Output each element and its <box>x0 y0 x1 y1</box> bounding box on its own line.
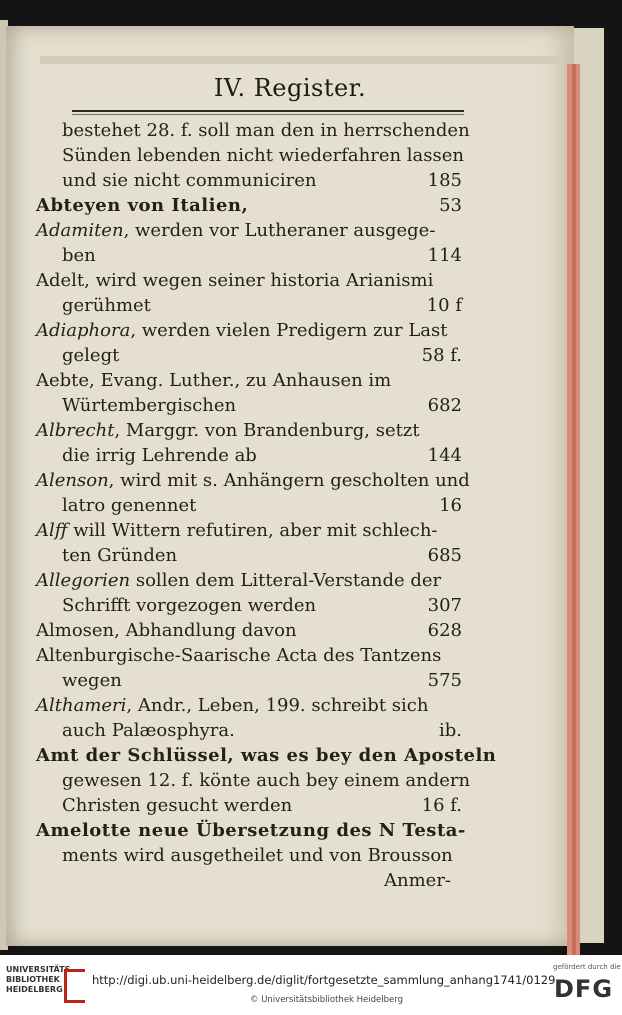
book-page <box>6 26 574 946</box>
entry-line: Amelotte neue Übersetzung des N Testa- <box>36 820 466 841</box>
entry-line: Aebte, Evang. Luther., zu Anhausen im <box>36 370 392 391</box>
source-url-link[interactable]: http://digi.ub.uni-heidelberg.de/diglit/fortgesetzte_sammlung_anhang1741/0129 <box>92 973 556 987</box>
page-reference: 682 <box>427 395 462 416</box>
page-reference: 58 f. <box>421 345 462 366</box>
register-text <box>6 26 574 946</box>
page-reference: 685 <box>427 545 462 566</box>
page-reference: 185 <box>427 170 462 191</box>
text-line: latro genennet <box>62 495 197 516</box>
text-line: ments wird ausgetheilet und von Brousson <box>62 845 453 866</box>
text-line: und sie nicht communiciren <box>62 170 317 191</box>
entry-line <box>36 419 420 443</box>
entry-headword: Albrecht <box>36 420 115 441</box>
page-reference: 628 <box>427 620 462 641</box>
entry-text: , Marggr. von Brandenburg, setzt <box>114 420 420 441</box>
entry-line <box>36 519 438 543</box>
page-reference: 575 <box>427 670 462 691</box>
page-reference: 10 f <box>426 295 462 316</box>
dfg-logo: DFG <box>554 975 614 1003</box>
entry-line <box>36 469 470 493</box>
entry-line <box>36 219 435 243</box>
footer-bar <box>0 955 622 1015</box>
text-line: ben <box>62 245 96 266</box>
library-logo-text: UNIVERSITÄTS-BIBLIOTHEK HEIDELBERG <box>6 965 74 994</box>
entry-line: Adelt, wird wegen seiner historia Arianismi <box>36 270 434 291</box>
text-line: gelegt <box>62 345 120 366</box>
entry-line: Abteyen von Italien, <box>36 195 249 216</box>
entry-headword: Adiaphora <box>36 320 131 341</box>
entry-line <box>36 319 448 343</box>
entry-text: , Andr., Leben, 199. schreibt sich <box>126 695 429 716</box>
library-logo-icon <box>64 969 85 1003</box>
text-line: gerühmet <box>62 295 151 316</box>
page-reference: 307 <box>427 595 462 616</box>
text-line: bestehet 28. f. soll man den in herrschenden <box>62 120 470 141</box>
entry-text: , wird mit s. Anhängern gescholten und <box>108 470 470 491</box>
entry-line: Amt der Schlüssel, was es bey den Aposteln <box>36 745 497 766</box>
page-reference: 53 <box>439 195 462 216</box>
text-line: wegen <box>62 670 122 691</box>
page-reference: 144 <box>427 445 462 466</box>
text-line: Würtembergischen <box>62 395 237 416</box>
page-reference: 16 <box>439 495 462 516</box>
entry-headword: Adamiten <box>36 220 124 241</box>
text-line: ten Gründen <box>62 545 178 566</box>
entry-headword: Alenson <box>36 470 109 491</box>
entry-line <box>36 569 441 593</box>
entry-headword: Alff <box>36 520 68 541</box>
catchword: Anmer- <box>384 870 451 891</box>
page-reference: 114 <box>427 245 462 266</box>
text-line: Schrifft vorgezogen werden <box>62 595 317 616</box>
entry-headword: Althameri <box>36 695 127 716</box>
page-reference: 16 f. <box>421 795 462 816</box>
entry-text: , werden vor Lutheraner ausgege- <box>123 220 436 241</box>
entry-line: Almosen, Abhandlung davon <box>36 620 297 641</box>
text-line: Sünden lebenden nicht wiederfahren lassen <box>62 145 465 166</box>
entry-text: will Wittern refutiren, aber mit schlech- <box>67 520 438 541</box>
copyright-notice: © Universitätsbibliothek Heidelberg <box>250 995 404 1005</box>
entry-text: , werden vielen Predigern zur Last <box>130 320 448 341</box>
funded-by-label: gefördert durch die <box>553 963 621 971</box>
entry-text: sollen dem Litteral-Verstande der <box>130 570 442 591</box>
entry-line <box>36 694 428 718</box>
text-line: Christen gesucht werden <box>62 795 293 816</box>
entry-line: Altenburgische-Saarische Acta des Tantzens <box>36 645 442 666</box>
text-line: auch Palæosphyra. <box>62 720 235 741</box>
entry-headword: Allegorien <box>36 570 131 591</box>
text-line: die irrig Lehrende ab <box>62 445 257 466</box>
page-title: IV. Register. <box>213 74 367 102</box>
text-line: gewesen 12. f. könte auch bey einem andern <box>62 770 471 791</box>
page-reference: ib. <box>438 720 462 741</box>
